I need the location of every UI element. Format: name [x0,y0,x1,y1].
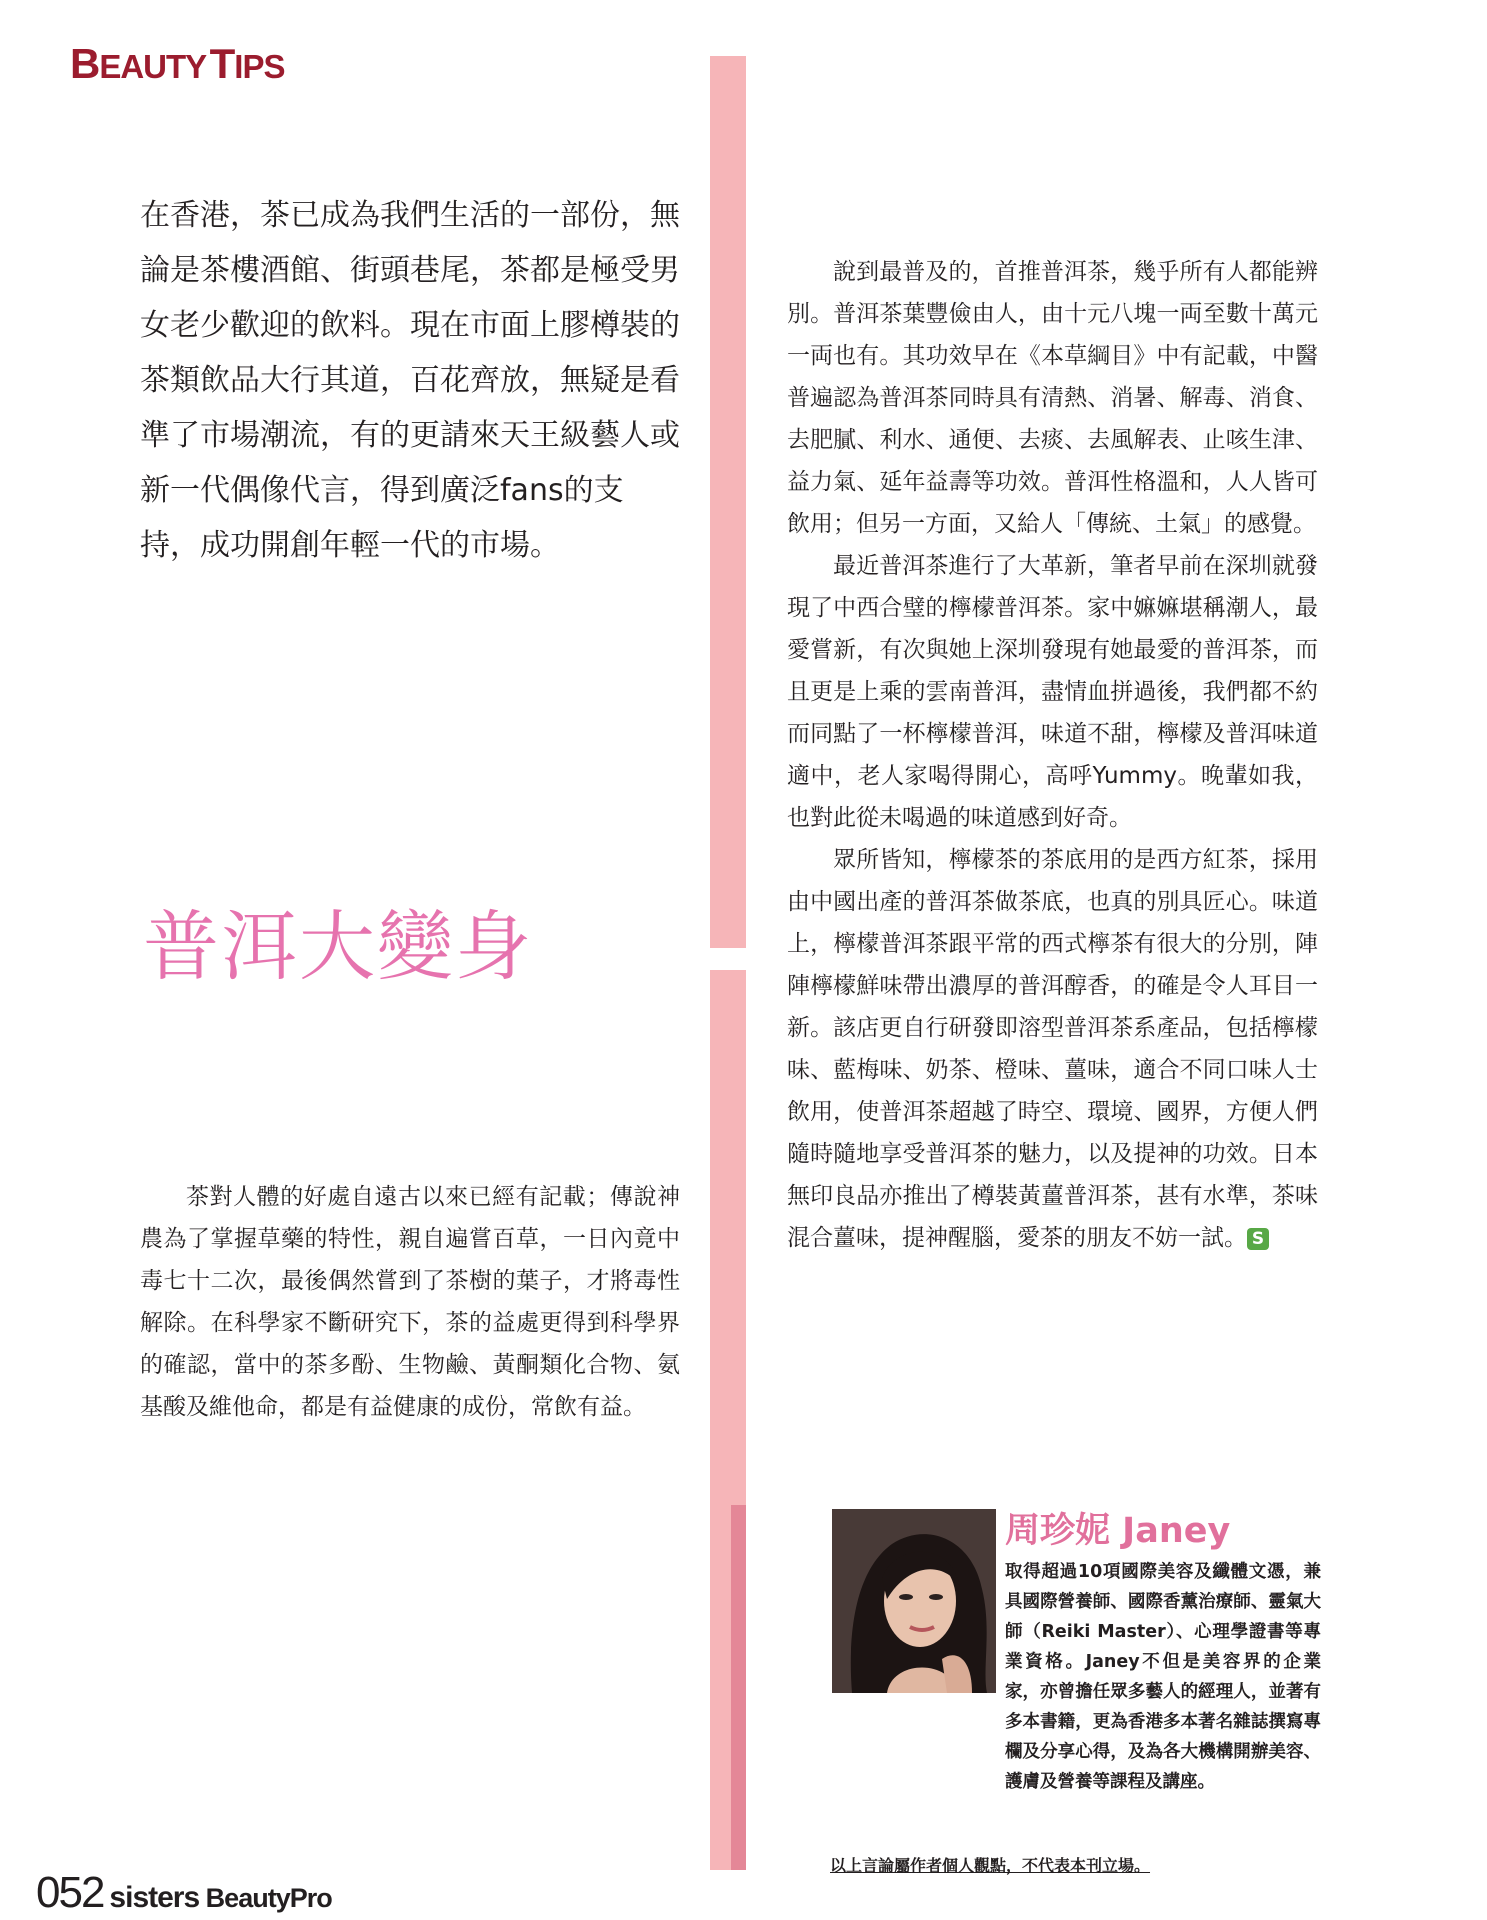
author-name: 周珍妮 Janey [1005,1511,1231,1551]
magazine-name: sisters [109,1881,200,1914]
author-portrait-icon [832,1509,996,1693]
end-mark-icon: S [1247,1228,1269,1250]
body-paragraph: 最近普洱茶進行了大革新，筆者早前在深圳就發現了中西合璧的檸檬普洱茶。家中嫲嫲堪稱潮人，最愛嘗新，有次與她上深圳發現有她最愛的普洱茶，而且更是上乘的雲南普洱，盡情血拼過後，我們都不約而同點了一杯檸檬普洱，味道不甜，檸檬及普洱味道適中，老人家喝得開心，高呼Yummy。晚輩如我，也對此從未喝過的味道感到好奇。 [787,553,1318,831]
page-number: 052 [36,1868,104,1917]
page-folio [36,1868,332,1918]
magazine-name-suffix: BeautyPro [199,1883,332,1913]
disclaimer: 以上言論屬作者個人觀點，不代表本刊立場。 [830,1856,1151,1875]
column-divider-top [710,56,746,948]
section-label-initial-1: B [70,40,100,87]
article-headline: 普洱大變身 [143,902,533,991]
body-paragraph-text: 眾所皆知，檸檬茶的茶底用的是西方紅茶，採用由中國出產的普洱茶做茶底，也真的別具匠心。味道上，檸檬普洱茶跟平常的西式檸茶有很大的分別，陣陣檸檬鮮味帶出濃厚的普洱醇香，的確是令人耳目一新。該店更自行研發即溶型普洱茶系產品，包括檸檬味、藍梅味、奶茶、橙味、薑味，適合不同口味人士飲用，使普洱茶超越了時空、環境、國界，方便人們隨時隨地享受普洱茶的魅力，以及提神的功效。日本無印良品亦推出了樽裝黃薑普洱茶，甚有水準，茶味混合薑味，提神醒腦，愛茶的朋友不妨一試。 [787,847,1318,1251]
section-label-rest-2: IPS [234,48,285,85]
body-paragraph: 說到最普及的，首推普洱茶，幾乎所有人都能辨別。普洱茶葉豐儉由人，由十元八塊一両至數十萬元一両也有。其功效早在《本草綱目》中有記載，中醫普遍認為普洱茶同時具有清熱、消暑、解毒、消食、去肥膩、利水、通便、去痰、去風解表、止咳生津、益力氣、延年益壽等功效。普洱性格溫和，人人皆可飲用；但另一方面，又給人「傳統、土氣」的感覺。 [787,259,1318,537]
body-column-right [787,251,1318,1259]
section-label [70,40,285,88]
body-paragraph [787,839,1318,1259]
section-label-initial-2: T [209,40,235,87]
author-photo [832,1509,996,1693]
column-divider-accent [731,1505,746,1870]
intro-text: 在香港，茶已成為我們生活的一部份，無論是茶樓酒館、街頭巷尾，茶都是極受男女老少歡迎的飲料。現在市面上膠樽裝的茶類飲品大行其道，百花齊放，無疑是看準了市場潮流，有的更請來天王級藝人或新一代偶像代言，得到廣泛fans的支持，成功開創年輕一代的市場。 [140,198,680,563]
body-paragraph: 茶對人體的好處自遠古以來已經有記載；傳說神農為了掌握草藥的特性，親自遍嘗百草，一日內竟中毒七十二次，最後偶然嘗到了茶樹的葉子，才將毒性解除。在科學家不斷研究下，茶的益處更得到科學界的確認，當中的茶多酚、生物鹼、黃酮類化合物、氨基酸及維他命，都是有益健康的成份，常飲有益。 [140,1184,680,1420]
intro-paragraph [140,188,680,573]
author-bio: 取得超過10項國際美容及纖體文憑，兼具國際營養師、國際香薰治療師、靈氣大師（Reiki Master）、心理學證書等專業資格。Janey不但是美容界的企業家，亦曾擔任眾多藝人的經理人，並著有多本書籍，更為香港多本著名雜誌撰寫專欄及分享心得，及為各大機構開辦美容、護膚及營養等課程及講座。 [1005,1562,1321,1792]
section-label-rest-1: EAUTY [99,48,207,85]
body-column-left [140,1176,680,1428]
